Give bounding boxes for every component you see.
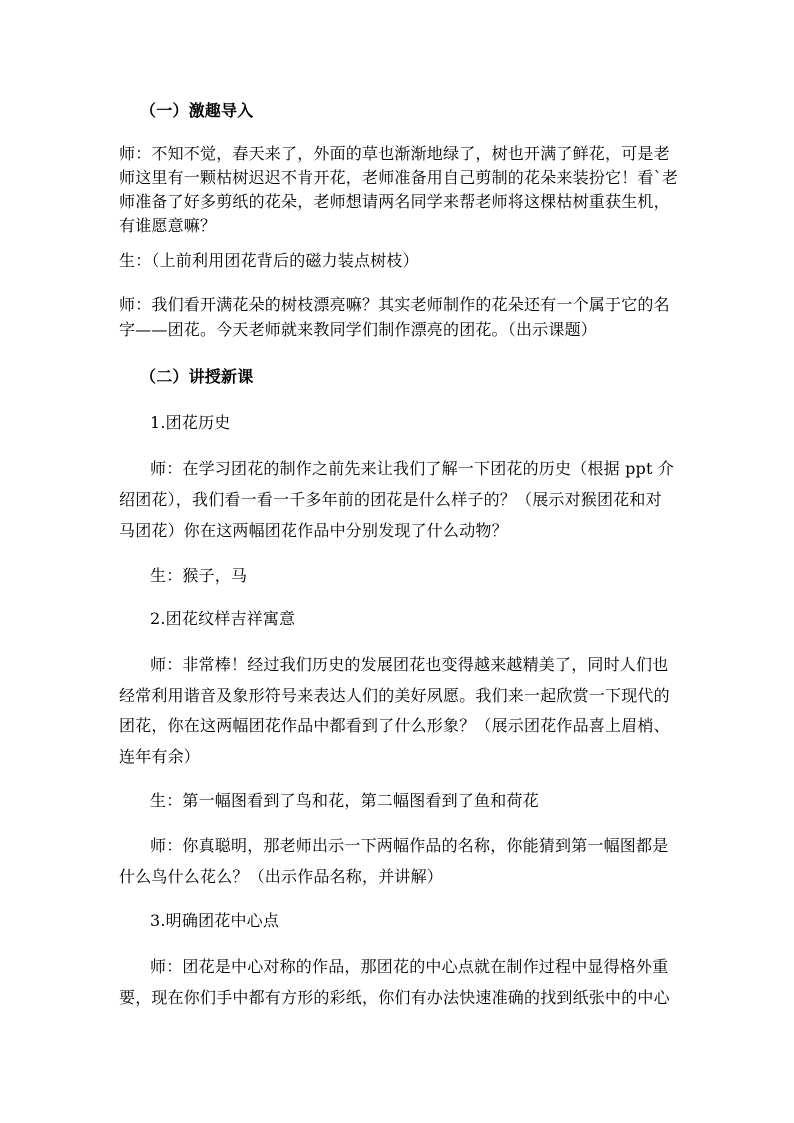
paragraph-line: 师准备了好多剪纸的花朵，老师想请两名同学来帮老师将这棵枯树重获生机，: [119, 192, 670, 211]
paragraph-line: 师：不知不觉，春天来了，外面的草也渐渐地绿了，树也开满了鲜花，可是老: [119, 144, 670, 163]
paragraph-line: 师：非常棒！经过我们历史的发展团花也变得越来越精美了，同时人们也: [150, 655, 669, 674]
paragraph-line: 什么鸟什么花么？（出示作品名称，并讲解）: [119, 867, 444, 886]
paragraph-line: 要，现在你们手中都有方形的彩纸，你们有办法快速准确的找到纸张中的中心: [119, 988, 670, 1007]
paragraph-line: 师：在学习团花的制作之前先来让我们了解一下团花的历史（根据 ppt 介: [150, 459, 675, 478]
subsection-title: 2.团花纹样吉祥寓意: [150, 609, 296, 628]
paragraph-line: 经常利用谐音及象形符号来表达人们的美好夙愿。我们来一起欣赏一下现代的: [119, 686, 670, 705]
paragraph-line: 连年有余）: [119, 747, 201, 766]
subsection-title: 3.明确团花中心点: [150, 911, 280, 930]
paragraph-line: 生：（上前利用团花背后的磁力装点树枝）: [119, 251, 419, 270]
section-heading-new-lesson: （二）讲授新课: [140, 367, 254, 386]
paragraph-line: 有谁愿意嘛？: [119, 216, 217, 235]
paragraph-line: 生：第一幅图看到了鸟和花，第二幅图看到了鱼和荷花: [150, 791, 539, 810]
paragraph-line: 生：猴子，马: [150, 566, 248, 585]
subsection-title: 1.团花历史: [150, 413, 231, 432]
paragraph-line: 师：你真聪明，那老师出示一下两幅作品的名称，你能猜到第一幅图都是: [150, 836, 669, 855]
section-heading-intro: （一）激趣导入: [140, 101, 254, 120]
paragraph-line: 绍团花），我们看一看一千多年前的团花是什么样子的？（展示对猴团花和对: [119, 490, 662, 509]
paragraph-line: 师：团花是中心对称的作品，那团花的中心点就在制作过程中显得格外重: [150, 957, 669, 976]
paragraph-line: 马团花）你在这两幅团花作品中分别发现了什么动物？: [119, 521, 508, 540]
paragraph-line: 字——团花。今天老师就来教同学们制作漂亮的团花。（出示课题）: [119, 320, 598, 339]
paragraph-line: 团花，你在这两幅团花作品中都看到了什么形象？（展示团花作品喜上眉梢、: [119, 716, 670, 735]
paragraph-line: 师这里有一颗枯树迟迟不肯开花，老师准备用自己剪制的花朵来装扮它！看`老: [119, 168, 679, 187]
paragraph-line: 师：我们看开满花朵的树枝漂亮嘛？其实老师制作的花朵还有一个属于它的名: [119, 295, 670, 314]
